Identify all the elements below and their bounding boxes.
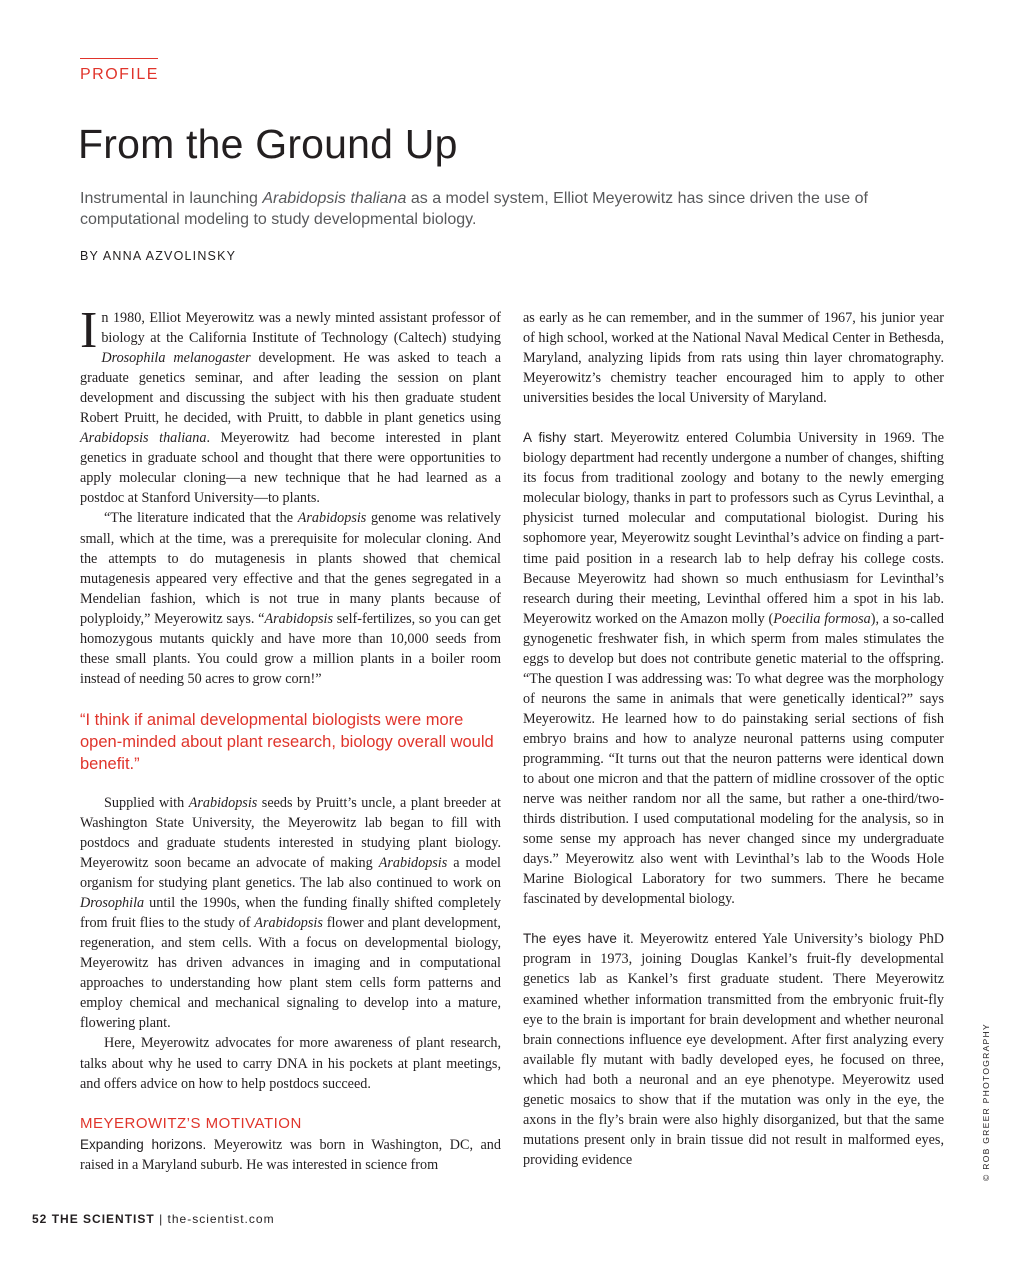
paragraph: Here, Meyerowitz advocates for more awareness of plant research, talks about why he used to carry DNA in his pockets at plant meetings, and offers advice on how to help postdocs succeed. — [80, 1035, 501, 1092]
photo-credit: © ROB GREER PHOTOGRAPHY — [981, 1023, 991, 1181]
text: Supplied with — [104, 794, 189, 811]
text: self-fertilizes, so you can get homozygous mutants quickly and have more than 10,000 seeds from these small plants. You could grow a million plants in a boiler room instead of needing 50 acres to grow corn!” — [80, 610, 501, 687]
text: n 1980, Elliot Meyerowitz was a newly minted assistant professor of biology at the California Institute of Technology (Caltech) studying — [101, 310, 501, 347]
publication-name: THE SCIENTIST — [51, 1212, 155, 1226]
text: seeds by Pruitt’s uncle, a plant breeder at Washington State University, the Meyerowitz lab began to fill with postdocs and graduate students interested in studying plant biology. Meyerowitz soon became an advocate of making — [80, 794, 502, 872]
paragraph — [80, 793, 501, 1034]
text: a model organism for studying plant genetics. The lab also continued to work on — [80, 855, 501, 892]
text: “The literature indicated that the — [104, 510, 298, 527]
paragraph: as early as he can remember, and in the summer of 1967, his junior year of high school, worked at the National Naval Medical Center in Bethesda, Maryland, analyzing lipids from rats using thin layer chromatography. Meyerowitz’s chemistry teacher encouraged him to apply to other universities besides the local University of Maryland. — [523, 310, 944, 407]
paragraph — [80, 508, 501, 688]
species: Drosophila melanogaster — [101, 350, 251, 367]
text: genome was relatively small, which at the time, was a prerequisite for molecular cloning. And the attempts to do mutagenesis in plants showed that chemical mutagenesis appeared very effective and that the genes segregated in a Mendelian fashion, which is not true in many plants because of polyploidy,” Meyerowitz says. “ — [80, 510, 501, 627]
paragraph — [523, 929, 944, 1170]
text: ), a so-called gynogenetic freshwater fish, in which sperm from males stimulates the eggs to develop but does not contribute genetic material to the offspring. “The question I was addressing was: To what degree was the morphology of neurons the same in animals that were genetically identical?” says Meyerowitz. He learned how to do painstaking serial sections of fish embryo brains and how to analyze neuronal patterns using computer programming. “It turns out that the neuron patterns were identical down to about one micron and that the pattern of midline crossover of the optic nerve was neither random nor all the same, but rather a one-third/two-thirds distribution. I used computational modeling for the analysis, so in some sense my approach has never changed since my undergraduate days.” Meyerowitz also went with Levinthal’s lab to the Woods Hole Marine Biological Laboratory for two summers. There he became fascinated by developmental biology. — [523, 610, 944, 908]
section-subhead: MEYEROWITZ’S MOTIVATION — [80, 1114, 302, 1132]
page-footer — [32, 1212, 275, 1226]
footer-separator: | — [159, 1212, 164, 1226]
website: the-scientist.com — [167, 1212, 275, 1226]
text: development. He was asked to teach a graduate genetics seminar, and after leading the session on plant development and discussing the subject with his then graduate student Robert Pruitt, he decided, with Pruitt, to dabble in plant genetics using — [80, 350, 501, 427]
paragraph — [80, 1135, 501, 1175]
text: Meyerowitz entered Columbia University in 1969. The biology department had recently undergone a number of changes, shifting its focus from traditional zoology and botany to the newly emerging molecular biology, thanks in part to professors such as Cyrus Levinthal, a physicist turned molecular and computational biologist. During his sophomore year, Meyerowitz sought Levinthal’s advice on finding a part-time paid position in a research lab to help defray his college costs. Because Meyerowitz had shown so much enthusiasm for Levinthal’s research during their meeting, Levinthal offered him a spot in his lab. Meyerowitz worked on the Amazon molly ( — [523, 430, 944, 627]
species: Arabidopsis — [188, 794, 258, 811]
run-in-head: Expanding horizons. — [80, 1136, 207, 1152]
text: . Meyerowitz had become interested in plant genetics in graduate school and thought that there were opportunities to apply molecular cloning—a new technique that he had learned as a postdoc at Stanford University—to plants. — [80, 430, 501, 507]
section-label: PROFILE — [80, 66, 159, 83]
text: until the 1990s, when the funding finally shifted completely from fruit flies to the study of — [80, 895, 501, 932]
drop-cap: I — [80, 302, 98, 359]
article-deck — [80, 188, 940, 230]
pull-quote: “I think if animal developmental biologists were more open-minded about plant research, biology overall would benefit.” — [80, 710, 494, 773]
text: Meyerowitz was born in Washington, DC, and raised in a Maryland suburb. He was interested in science from — [80, 1136, 501, 1173]
section-rule — [80, 58, 158, 59]
species: Arabidopsis — [297, 510, 367, 527]
run-in-head: The eyes have it. — [523, 931, 634, 947]
text: flower and plant development, regeneration, and stem cells. With a focus on developmental biology, Meyerowitz has driven advances in imaging and in computational approaches to understanding how plant stem cells form patterns and employ chemical and mechanical signaling to develop into a mature, flowering plant. — [80, 915, 501, 1032]
paragraph — [80, 302, 501, 508]
species: Drosophila — [80, 895, 145, 912]
page-number: 52 — [32, 1212, 48, 1226]
paragraph — [523, 428, 944, 909]
species: Arabidopsis — [378, 855, 448, 872]
deck-text: Instrumental in launching — [80, 190, 263, 207]
left-column — [80, 302, 502, 1175]
deck-text-end: as a model system, Elliot Meyerowitz has since driven the use of computational modeling to study developmental biology. — [80, 190, 868, 228]
right-column — [523, 308, 944, 1170]
species: Arabidopsis — [254, 915, 323, 932]
article-title: From the Ground Up — [78, 121, 458, 167]
deck-species: Arabidopsis thaliana — [262, 190, 407, 207]
species: Arabidopsis thaliana — [80, 430, 207, 447]
byline: BY ANNA AZVOLINSKY — [80, 249, 237, 263]
run-in-head: A fishy start. — [523, 430, 604, 446]
text: Meyerowitz entered Yale University’s biology PhD program in 1973, joining Douglas Kankel’s fruit-fly developmental genetics lab as Kankel’s first graduate student. There Meyerowitz examined whether information transmitted from the embryonic fruit-fly eye to the brain is important for brain development and whether neuronal brain connections influence eye development. After first analyzing every available fly mutant with badly developed eyes, he focused on three, which had both a neuronal and an eye phenotype. Meyerowitz used genetic mosaics to show that if the mutation was only in the eye, the axons in the fly’s brain were also highly disorganized, but that the same mutations present only in brain tissue did not result in malformed eyes, providing evidence — [523, 931, 944, 1168]
species: Arabidopsis — [264, 610, 334, 627]
species: Poecilia formosa — [773, 610, 871, 627]
